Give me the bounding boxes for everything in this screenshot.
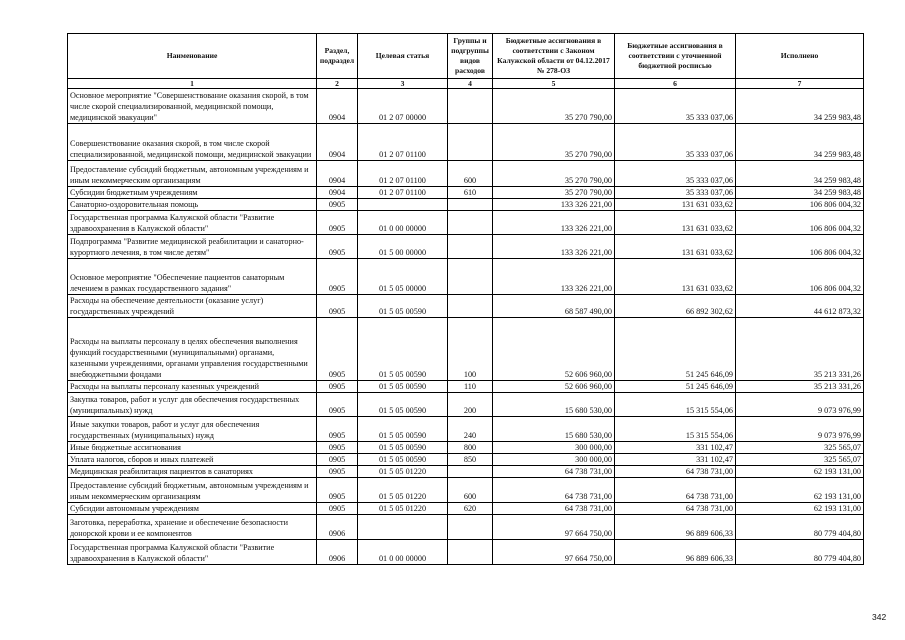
row-refined-amount: 35 333 037,06: [615, 187, 736, 199]
header-executed: Исполнено: [736, 34, 864, 79]
row-executed-amount: 62 193 131,00: [736, 466, 864, 478]
column-number: 2: [317, 79, 358, 89]
row-law-amount: 133 326 221,00: [493, 211, 615, 235]
table-row: [68, 417, 864, 442]
row-name: Расходы на выплаты персоналу казенных учреждений: [68, 381, 317, 393]
row-group: 110: [448, 381, 493, 393]
column-number: 7: [736, 79, 864, 89]
row-name: Уплата налогов, сборов и иных платежей: [68, 454, 317, 466]
row-group: 100: [448, 318, 493, 381]
row-section: 0905: [317, 381, 358, 393]
table-row: [68, 515, 864, 540]
row-target: 01 5 05 00590: [358, 381, 448, 393]
row-group: [448, 211, 493, 235]
row-section: 0904: [317, 187, 358, 199]
row-name: Иные бюджетные ассигнования: [68, 442, 317, 454]
header-target: Целевая статья: [358, 34, 448, 79]
row-section: 0905: [317, 393, 358, 417]
header-law-allocations: Бюджетные ассигнования в соответствии с Законом Калужской области от 04.12.2017 № 278-ОЗ: [493, 34, 615, 79]
row-target: 01 5 05 01220: [358, 466, 448, 478]
table-row: [68, 478, 864, 503]
row-name: Предоставление субсидий бюджетным, автономным учреждениям и иным некоммерческим организациям: [68, 161, 317, 187]
table-row: [68, 199, 864, 211]
row-name: Расходы на обеспечение деятельности (оказание услуг) государственных учреждений: [68, 295, 317, 318]
column-number: 1: [68, 79, 317, 89]
row-target: 01 5 05 00590: [358, 318, 448, 381]
row-executed-amount: 80 779 404,80: [736, 540, 864, 565]
header-section: Раздел, подраздел: [317, 34, 358, 79]
row-executed-amount: 34 259 983,48: [736, 161, 864, 187]
row-section: 0905: [317, 259, 358, 295]
row-name: Совершенствование оказания скорой, в том числе скорой специализированной, медицинской помощи, медицинской эвакуации: [68, 124, 317, 161]
table-row: [68, 318, 864, 381]
row-target: 01 5 05 00590: [358, 393, 448, 417]
row-executed-amount: 106 806 004,32: [736, 199, 864, 211]
row-section: 0905: [317, 199, 358, 211]
row-law-amount: 97 664 750,00: [493, 515, 615, 540]
row-name: Закупка товаров, работ и услуг для обеспечения государственных (муниципальных) нужд: [68, 393, 317, 417]
header-groups: Группы и подгруппы видов расходов: [448, 34, 493, 79]
row-refined-amount: 64 738 731,00: [615, 466, 736, 478]
table-row: [68, 442, 864, 454]
row-refined-amount: 64 738 731,00: [615, 478, 736, 503]
row-law-amount: 64 738 731,00: [493, 503, 615, 515]
row-section: 0905: [317, 503, 358, 515]
row-group: [448, 295, 493, 318]
row-target: 01 5 05 00590: [358, 454, 448, 466]
row-group: 800: [448, 442, 493, 454]
row-target: 01 0 00 00000: [358, 211, 448, 235]
row-group: [448, 466, 493, 478]
row-executed-amount: 62 193 131,00: [736, 478, 864, 503]
row-section: 0904: [317, 161, 358, 187]
row-name: Иные закупки товаров, работ и услуг для обеспечения государственных (муниципальных) нужд: [68, 417, 317, 442]
row-refined-amount: 131 631 033,62: [615, 259, 736, 295]
row-section: 0905: [317, 442, 358, 454]
budget-table: [67, 33, 864, 565]
row-name: Субсидии автономным учреждениям: [68, 503, 317, 515]
row-refined-amount: 331 102,47: [615, 442, 736, 454]
row-target: 01 5 05 01220: [358, 478, 448, 503]
row-name: Государственная программа Калужской области "Развитие здравоохранения в Калужской области": [68, 540, 317, 565]
row-group: [448, 235, 493, 259]
row-law-amount: 15 680 530,00: [493, 417, 615, 442]
table-row: [68, 259, 864, 295]
row-group: 600: [448, 478, 493, 503]
row-section: 0905: [317, 417, 358, 442]
column-number: 4: [448, 79, 493, 89]
column-number: 5: [493, 79, 615, 89]
row-refined-amount: 96 889 606,33: [615, 540, 736, 565]
row-target: 01 0 00 00000: [358, 540, 448, 565]
row-law-amount: 97 664 750,00: [493, 540, 615, 565]
table-row: [68, 393, 864, 417]
row-law-amount: 133 326 221,00: [493, 259, 615, 295]
row-target: [358, 199, 448, 211]
row-refined-amount: 51 245 646,09: [615, 381, 736, 393]
row-section: 0905: [317, 295, 358, 318]
row-law-amount: 15 680 530,00: [493, 393, 615, 417]
row-law-amount: 64 738 731,00: [493, 466, 615, 478]
row-law-amount: 300 000,00: [493, 442, 615, 454]
row-refined-amount: 15 315 554,06: [615, 393, 736, 417]
row-law-amount: 64 738 731,00: [493, 478, 615, 503]
row-name: Подпрограмма "Развитие медицинской реабилитации и санаторно-курортного лечения, в том числе детям": [68, 235, 317, 259]
table-row: [68, 161, 864, 187]
row-refined-amount: 131 631 033,62: [615, 235, 736, 259]
table-row: [68, 187, 864, 199]
row-target: 01 2 07 00000: [358, 89, 448, 124]
row-refined-amount: 15 315 554,06: [615, 417, 736, 442]
row-law-amount: 68 587 490,00: [493, 295, 615, 318]
row-refined-amount: 131 631 033,62: [615, 211, 736, 235]
row-target: 01 2 07 01100: [358, 124, 448, 161]
row-target: 01 5 05 00000: [358, 259, 448, 295]
page-number: 342: [872, 612, 887, 622]
row-refined-amount: 131 631 033,62: [615, 199, 736, 211]
header-row: [68, 34, 864, 79]
table-row: [68, 211, 864, 235]
row-group: 200: [448, 393, 493, 417]
table-row: [68, 295, 864, 318]
row-name: Расходы на выплаты персоналу в целях обеспечения выполнения функций государственными (муниципальными) органами, казенными учреждениями, органами управления государственными внебюджетными фондами: [68, 318, 317, 381]
row-section: 0905: [317, 478, 358, 503]
row-target: 01 5 00 00000: [358, 235, 448, 259]
row-executed-amount: 80 779 404,80: [736, 515, 864, 540]
header-name: Наименование: [68, 34, 317, 79]
row-name: Предоставление субсидий бюджетным, автономным учреждениям и иным некоммерческим организациям: [68, 478, 317, 503]
row-name: Заготовка, переработка, хранение и обеспечение безопасности донорской крови и ее компонентов: [68, 515, 317, 540]
row-refined-amount: 35 333 037,06: [615, 89, 736, 124]
row-law-amount: 300 000,00: [493, 454, 615, 466]
table-row: [68, 503, 864, 515]
row-executed-amount: 325 565,07: [736, 442, 864, 454]
column-number: 3: [358, 79, 448, 89]
table-row: [68, 89, 864, 124]
row-refined-amount: 96 889 606,33: [615, 515, 736, 540]
table-row: [68, 381, 864, 393]
row-name: Санаторно-оздоровительная помощь: [68, 199, 317, 211]
row-section: 0904: [317, 89, 358, 124]
row-refined-amount: 35 333 037,06: [615, 124, 736, 161]
row-name: Медицинская реабилитация пациентов в санаториях: [68, 466, 317, 478]
row-name: Основное мероприятие "Обеспечение пациентов санаторным лечением в рамках государственного задания": [68, 259, 317, 295]
row-target: [358, 515, 448, 540]
row-group: [448, 259, 493, 295]
row-executed-amount: 9 073 976,99: [736, 417, 864, 442]
row-group: [448, 89, 493, 124]
row-executed-amount: 35 213 331,26: [736, 381, 864, 393]
table-row: [68, 454, 864, 466]
row-group: 610: [448, 187, 493, 199]
row-target: 01 2 07 01100: [358, 161, 448, 187]
row-name: Субсидии бюджетным учреждениям: [68, 187, 317, 199]
row-section: 0906: [317, 540, 358, 565]
row-group: 600: [448, 161, 493, 187]
row-section: 0904: [317, 124, 358, 161]
row-law-amount: 52 606 960,00: [493, 381, 615, 393]
row-group: [448, 124, 493, 161]
table-row: [68, 124, 864, 161]
row-section: 0905: [317, 235, 358, 259]
row-law-amount: 35 270 790,00: [493, 124, 615, 161]
row-refined-amount: 35 333 037,06: [615, 161, 736, 187]
row-group: 620: [448, 503, 493, 515]
row-executed-amount: 106 806 004,32: [736, 211, 864, 235]
row-executed-amount: 35 213 331,26: [736, 318, 864, 381]
row-name: Основное мероприятие "Совершенствование оказания скорой, в том числе скорой специализированной, медицинской помощи, медицинской эвакуации": [68, 89, 317, 124]
row-executed-amount: 34 259 983,48: [736, 124, 864, 161]
table-row: [68, 466, 864, 478]
row-executed-amount: 9 073 976,99: [736, 393, 864, 417]
row-section: 0905: [317, 211, 358, 235]
row-group: [448, 540, 493, 565]
row-target: 01 5 05 00590: [358, 295, 448, 318]
row-law-amount: 52 606 960,00: [493, 318, 615, 381]
row-executed-amount: 106 806 004,32: [736, 259, 864, 295]
row-executed-amount: 106 806 004,32: [736, 235, 864, 259]
row-refined-amount: 51 245 646,09: [615, 318, 736, 381]
row-group: [448, 199, 493, 211]
row-law-amount: 35 270 790,00: [493, 89, 615, 124]
row-executed-amount: 62 193 131,00: [736, 503, 864, 515]
header-refined-allocations: Бюджетные ассигнования в соответствии с уточненной бюджетной росписью: [615, 34, 736, 79]
column-number-row: [68, 79, 864, 89]
row-group: 240: [448, 417, 493, 442]
row-refined-amount: 66 892 302,62: [615, 295, 736, 318]
row-target: 01 5 05 00590: [358, 442, 448, 454]
row-executed-amount: 325 565,07: [736, 454, 864, 466]
table-row: [68, 235, 864, 259]
row-name: Государственная программа Калужской области "Развитие здравоохранения в Калужской области": [68, 211, 317, 235]
row-target: 01 5 05 01220: [358, 503, 448, 515]
row-law-amount: 35 270 790,00: [493, 187, 615, 199]
row-refined-amount: 331 102,47: [615, 454, 736, 466]
row-refined-amount: 64 738 731,00: [615, 503, 736, 515]
row-law-amount: 133 326 221,00: [493, 199, 615, 211]
table-row: [68, 540, 864, 565]
row-target: 01 5 05 00590: [358, 417, 448, 442]
row-section: 0906: [317, 515, 358, 540]
row-law-amount: 35 270 790,00: [493, 161, 615, 187]
row-target: 01 2 07 01100: [358, 187, 448, 199]
row-section: 0905: [317, 318, 358, 381]
row-section: 0905: [317, 466, 358, 478]
row-group: [448, 515, 493, 540]
column-number: 6: [615, 79, 736, 89]
row-law-amount: 133 326 221,00: [493, 235, 615, 259]
row-section: 0905: [317, 454, 358, 466]
row-executed-amount: 44 612 873,32: [736, 295, 864, 318]
row-executed-amount: 34 259 983,48: [736, 187, 864, 199]
row-executed-amount: 34 259 983,48: [736, 89, 864, 124]
row-group: 850: [448, 454, 493, 466]
